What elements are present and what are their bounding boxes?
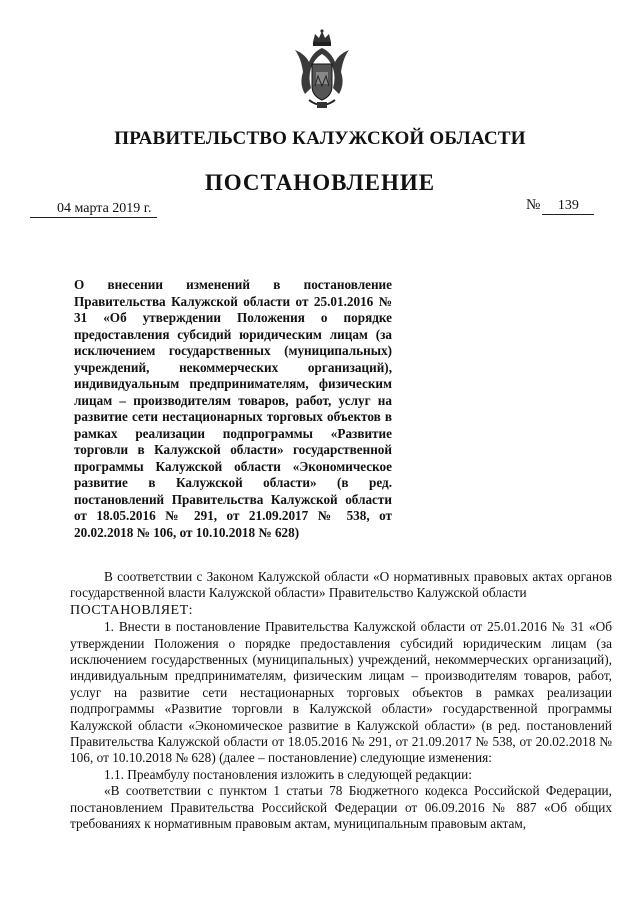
coat-of-arms-icon [291, 28, 353, 112]
document-date: 04 марта 2019 г. [30, 201, 157, 218]
item-1-1-paragraph: 1.1. Преамбулу постановления изложить в следующей редакции: [104, 766, 472, 782]
item-1-paragraph: 1. Внести в постановление Правительства Калужской области от 25.01.2016 № 31 «Об утверждении Положения о порядке предоставления субсидий юридическим лицам (за исключением государственных (муниципальных) учреждений, некоммерческих организаций), индивидуальным предпринимателям, физическим лицам – производителям товаров, работ, услуг на развитие сети нестационарных торговых объектов в рамках реализации подпрограммы «Развитие торговли в Калужской области» государственной программы Калужской области «Экономическое развитие в Калужской области» (в ред. постановлений Правительства Калужской области от 18.05.2016 № 291, от 21.09.2017 № 538, от 20.02.2018 № 106, от 10.10.2018 № 628) (далее – постановление) следующие изменения: [70, 619, 612, 766]
decree-word [70, 602, 612, 619]
organization-name: ПРАВИТЕЛЬСТВО КАЛУЖСКОЙ ОБЛАСТИ [114, 128, 526, 149]
preamble-paragraph: В соответствии с Законом Калужской области «О нормативных правовых актах органов государственной власти Калужской области» Правительство Калужской области [70, 569, 612, 601]
quoted-preamble-paragraph: «В соответствии с пунктом 1 статьи 78 Бюджетного кодекса Российской Федерации, постановлением Правительства Российской Федерации от 06.09.2016 № 887 «Об общих требованиях к нормативным правовым актам, муниципальным правовым актам, [70, 783, 612, 832]
document-body [70, 569, 612, 833]
decree-word-text: ПОСТАНОВЛЯЕТ: [70, 602, 194, 618]
document-type: ПОСТАНОВЛЕНИЕ [204, 170, 436, 195]
document-number: 139 [542, 198, 594, 215]
number-sign: № [526, 197, 541, 213]
document-title: О внесении изменений в постановление Правительства Калужской области от 25.01.2016 № 31 «Об утверждении Положения о порядке предоставления субсидий юридическим лицам (за исключением государственных (муниципальных) учреждений, некоммерческих организаций), индивидуальным предпринимателям, физическим лицам – производителям товаров, работ, услуг на развитие сети нестационарных торговых объектов в рамках реализации подпрограммы «Развитие торговли в Калужской области» государственной программы Калужской области «Экономическое развитие в Калужской области» (в ред. постановлений Правительства Калужской области от 18.05.2016 № 291, от 21.09.2017 № 538, от 20.02.2018 № 106, от 10.10.2018 № 628) [74, 277, 392, 540]
document-number-block [526, 197, 594, 215]
